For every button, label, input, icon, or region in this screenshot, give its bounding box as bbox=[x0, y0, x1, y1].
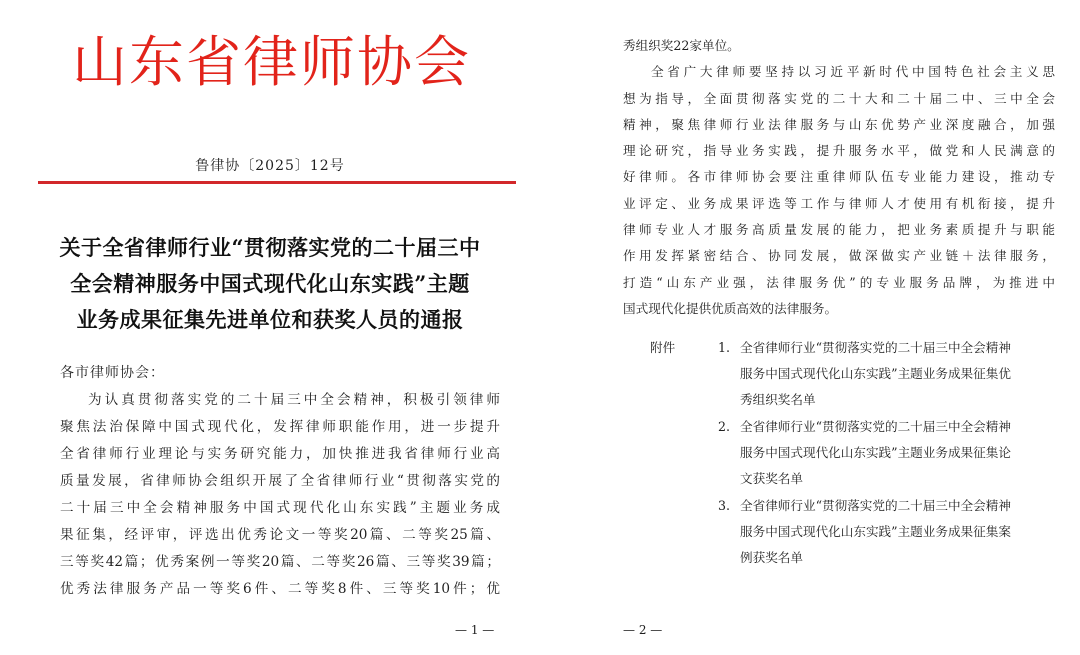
body-text-page-2 bbox=[623, 33, 1055, 322]
salutation: 各市律师协会： bbox=[60, 365, 165, 381]
body-line: 聚焦法治保障中国式现代化，发挥律师职能作用，进一步提升 bbox=[60, 419, 500, 435]
attachment-number: 2. bbox=[718, 419, 731, 434]
body-line: 精神，聚焦律师行业法律服务与山东优势产业深度融合，加强 bbox=[623, 116, 1055, 132]
body-line: 律师专业人才服务高质量发展的能力，把业务素质提升与职能 bbox=[623, 222, 1055, 238]
attachments-list bbox=[650, 335, 1060, 572]
attachments-label: 附件 bbox=[650, 340, 676, 355]
attachment-number: 1. bbox=[718, 340, 731, 355]
body-line: 三等奖42篇；优秀案例一等奖20篇、二等奖26篇、三等奖39篇； bbox=[60, 554, 500, 570]
document-number: 鲁律协〔2025〕12号 bbox=[195, 158, 345, 174]
body-line: 果征集，经评审，评选出优秀论文一等奖20篇、二等奖25篇、 bbox=[60, 527, 500, 543]
body-line: 秀组织奖22家单位。 bbox=[623, 38, 740, 53]
body-text-page-1 bbox=[60, 387, 500, 603]
attachment-line: 全省律师行业“贯彻落实党的二十届三中全会精神 bbox=[740, 498, 1011, 513]
body-line: 作用发挥紧密结合、协同发展，做深做实产业链＋法律服务， bbox=[623, 248, 1055, 264]
attachment-line: 服务中国式现代化山东实践”主题业务成果征集案 bbox=[740, 524, 1011, 539]
attachment-line: 全省律师行业“贯彻落实党的二十届三中全会精神 bbox=[740, 419, 1011, 434]
document-page-2 bbox=[540, 0, 1080, 655]
body-line: 好律师。各市律师协会要注重律师队伍专业能力建设，推动专 bbox=[623, 169, 1055, 185]
title-line: 全会精神服务中国式现代化山东实践”主题 bbox=[70, 271, 470, 296]
body-line: 全省广大律师要坚持以习近平新时代中国特色社会主义思 bbox=[651, 64, 1055, 80]
attachment-item bbox=[650, 335, 1060, 413]
attachment-line: 服务中国式现代化山东实践”主题业务成果征集优 bbox=[740, 366, 1011, 381]
body-line: 优秀法律服务产品一等奖6件、二等奖8件、三等奖10件；优 bbox=[60, 581, 500, 597]
page-number: — 2 — bbox=[623, 623, 663, 637]
body-line: 为认真贯彻落实党的二十届三中全会精神，积极引领律师 bbox=[88, 392, 500, 408]
notice-title bbox=[40, 230, 500, 338]
attachment-line: 秀组织奖名单 bbox=[740, 392, 816, 407]
attachment-number: 3. bbox=[718, 498, 731, 513]
attachment-line: 文获奖名单 bbox=[740, 471, 803, 486]
attachment-line: 服务中国式现代化山东实践”主题业务成果征集论 bbox=[740, 445, 1011, 460]
body-line: 想为指导，全面贯彻落实党的二十大和二十届二中、三中全会 bbox=[623, 90, 1055, 106]
attachment-item bbox=[650, 493, 1060, 571]
title-line: 关于全省律师行业“贯彻落实党的二十届三中 bbox=[59, 235, 481, 260]
body-line: 打造“山东产业强，法律服务优”的专业服务品牌，为推进中 bbox=[623, 274, 1055, 290]
page-number: — 1 — bbox=[455, 623, 495, 637]
red-divider-line bbox=[38, 181, 516, 184]
body-line: 业评定、业务成果评选等工作与律师人才使用有机衔接，提升 bbox=[623, 195, 1055, 211]
title-line: 业务成果征集先进单位和获奖人员的通报 bbox=[76, 307, 464, 332]
body-line: 国式现代化提供优质高效的法律服务。 bbox=[623, 300, 838, 316]
attachment-item bbox=[650, 414, 1060, 492]
body-line: 质量发展，省律师协会组织开展了全省律师行业“贯彻落实党的 bbox=[60, 473, 500, 489]
body-line: 理论研究，指导业务实践，提升服务水平，做党和人民满意的 bbox=[623, 143, 1055, 159]
body-line: 全省律师行业理论与实务研究能力，加快推进我省律师行业高 bbox=[60, 446, 500, 462]
masthead-title: 山东省律师协会 bbox=[72, 30, 472, 94]
attachment-line: 全省律师行业“贯彻落实党的二十届三中全会精神 bbox=[740, 340, 1011, 355]
attachment-line: 例获奖名单 bbox=[740, 550, 803, 565]
body-line: 二十届三中全会精神服务中国式现代化山东实践”主题业务成 bbox=[60, 500, 500, 516]
